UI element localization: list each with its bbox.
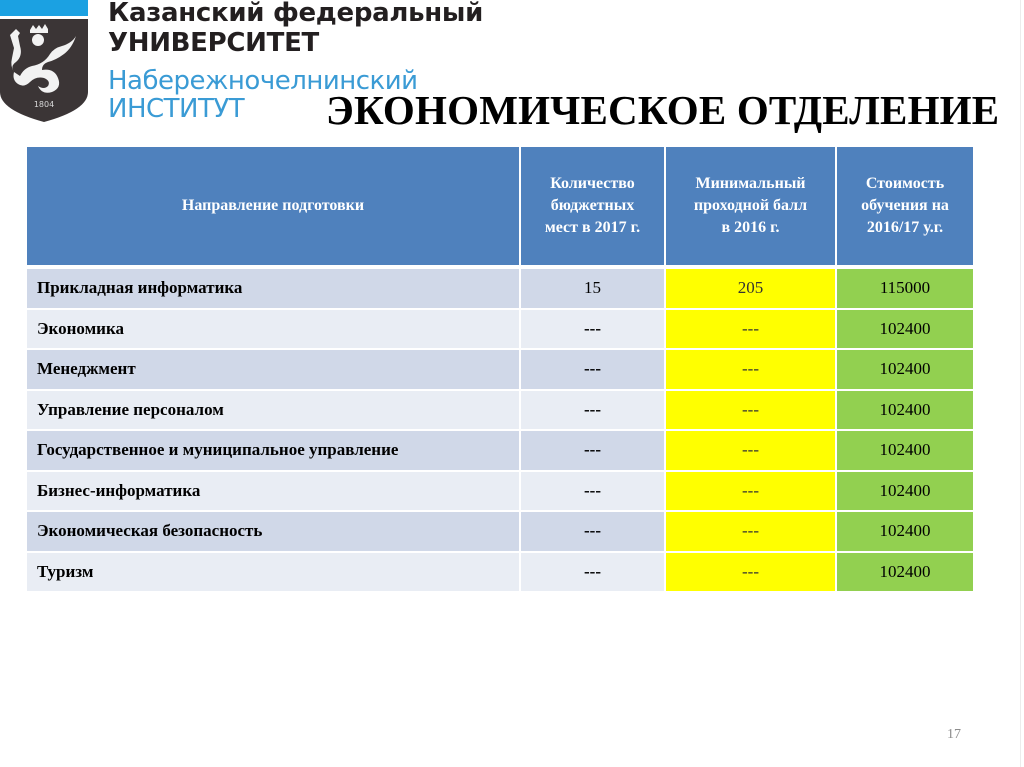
budget-seats-cell: --- <box>521 553 666 594</box>
svg-text:1804: 1804 <box>33 100 55 109</box>
direction-cell: Прикладная информатика <box>27 269 521 310</box>
kfu-dragon-shield-icon <box>0 0 88 122</box>
direction-cell: Менеджмент <box>27 350 521 391</box>
budget-seats-cell: --- <box>521 472 666 513</box>
column-header-min-score: Минимальный проходной балл в 2016 г. <box>666 147 837 269</box>
slide-edge-divider <box>1020 0 1021 767</box>
institute-name-line2: ИНСТИТУТ <box>108 94 245 124</box>
budget-seats-cell: 15 <box>521 269 666 310</box>
table-row <box>27 431 973 472</box>
page-number: 17 <box>947 727 961 742</box>
min-score-cell: --- <box>666 512 837 553</box>
admissions-table <box>27 147 973 593</box>
direction-cell: Туризм <box>27 553 521 594</box>
cost-cell: 102400 <box>837 310 973 351</box>
cost-cell: 102400 <box>837 553 973 594</box>
table-row <box>27 553 973 594</box>
table-row <box>27 310 973 351</box>
university-name-line2: УНИВЕРСИТЕТ <box>108 28 319 58</box>
table-row <box>27 269 973 310</box>
budget-seats-cell: --- <box>521 310 666 351</box>
slide-title: ЭКОНОМИЧЕСКОЕ ОТДЕЛЕНИЕ <box>326 87 1000 133</box>
table-header-row <box>27 147 973 269</box>
direction-cell: Экономическая безопасность <box>27 512 521 553</box>
min-score-cell: --- <box>666 310 837 351</box>
budget-seats-cell: --- <box>521 350 666 391</box>
institute-name: Набережночелнинский <box>108 66 418 96</box>
direction-cell: Бизнес-информатика <box>27 472 521 513</box>
table-row <box>27 391 973 432</box>
min-score-cell: --- <box>666 553 837 594</box>
budget-seats-cell: --- <box>521 391 666 432</box>
column-header-direction: Направление подготовки <box>27 147 521 269</box>
table-row <box>27 350 973 391</box>
direction-cell: Управление персоналом <box>27 391 521 432</box>
min-score-cell: --- <box>666 431 837 472</box>
cost-cell: 102400 <box>837 472 973 513</box>
cost-cell: 102400 <box>837 391 973 432</box>
budget-seats-cell: --- <box>521 431 666 472</box>
direction-cell: Экономика <box>27 310 521 351</box>
budget-seats-cell: --- <box>521 512 666 553</box>
cost-cell: 115000 <box>837 269 973 310</box>
table-row <box>27 512 973 553</box>
min-score-cell: 205 <box>666 269 837 310</box>
column-header-budget-seats: Количество бюджетных мест в 2017 г. <box>521 147 666 269</box>
min-score-cell: --- <box>666 350 837 391</box>
cost-cell: 102400 <box>837 431 973 472</box>
university-name: Казанский федеральный <box>108 0 484 28</box>
table-row <box>27 472 973 513</box>
min-score-cell: --- <box>666 472 837 513</box>
min-score-cell: --- <box>666 391 837 432</box>
column-header-cost: Стоимость обучения на 2016/17 у.г. <box>837 147 973 269</box>
cost-cell: 102400 <box>837 350 973 391</box>
direction-cell: Государственное и муниципальное управление <box>27 431 521 472</box>
cost-cell: 102400 <box>837 512 973 553</box>
